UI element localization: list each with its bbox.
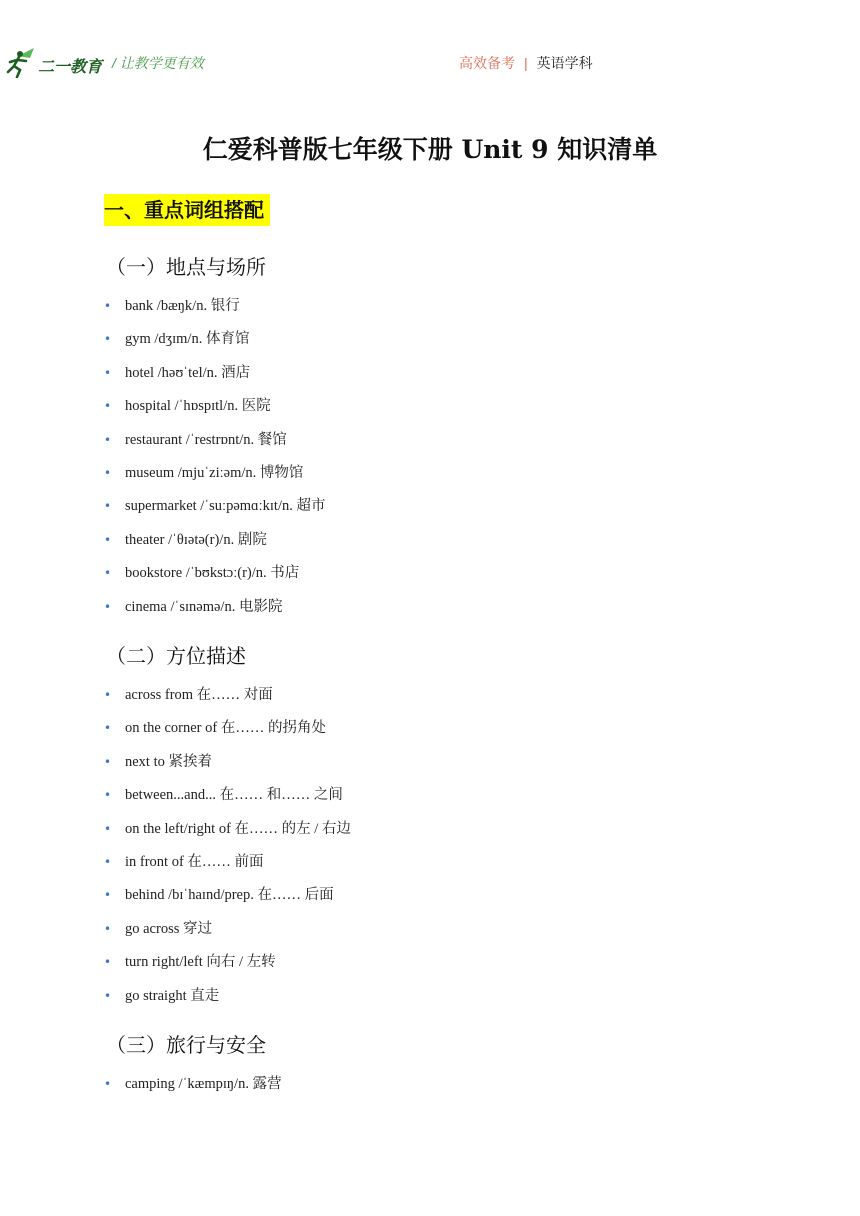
group-title-travel-safety: （三）旅行与安全: [106, 1033, 266, 1057]
list-item: [104, 685, 351, 718]
vocab-text: across from 在…… 对面: [125, 687, 273, 703]
bullet-icon: •: [104, 499, 112, 514]
list-item: [104, 430, 325, 463]
bullet-icon: •: [104, 465, 112, 480]
list-item: [104, 496, 325, 529]
vocab-text: museum /mjuˈziːəm/n. 博物馆: [125, 464, 304, 481]
vocab-text: hospital /ˈhɒspɪtl/n. 医院: [125, 398, 271, 415]
bullet-icon: •: [104, 566, 112, 581]
vocab-text: go straight 直走: [125, 987, 220, 1004]
bullet-icon: •: [104, 754, 112, 769]
vocab-text: hotel /həʊˈtel/n. 酒店: [125, 364, 251, 381]
page-header: [0, 0, 860, 90]
page-title: 仁爱科普版七年级下册 Unit 9 知识清单: [202, 135, 658, 164]
vocab-text: between...and... 在…… 和…… 之间: [125, 787, 343, 804]
bullet-icon: •: [104, 399, 112, 414]
vocab-text: camping /ˈkæmpɪŋ/n. 露营: [125, 1076, 282, 1092]
vocab-text: behind /bɪˈhaɪnd/prep. 在…… 后面: [125, 887, 334, 904]
list-item: [104, 1074, 282, 1107]
vocab-text: turn right/left 向右 / 左转: [125, 954, 276, 971]
list-item: [104, 952, 351, 985]
list-item: [104, 530, 325, 563]
vocab-text: theater /ˈθɪətə(r)/n. 剧院: [125, 531, 267, 548]
logo-text: 二一教育: [38, 57, 103, 76]
bullet-icon: •: [104, 332, 112, 347]
bullet-icon: •: [104, 821, 112, 836]
bullet-icon: •: [104, 988, 112, 1003]
list-item: [104, 296, 325, 329]
tag-exam-prep: 高效备考: [459, 55, 515, 71]
bullet-icon: •: [104, 921, 112, 936]
bullet-icon: •: [104, 432, 112, 447]
list-item: [104, 852, 351, 885]
list-item: [104, 329, 325, 362]
tag-subject: 英语学科: [536, 55, 593, 71]
bullet-icon: •: [104, 854, 112, 869]
bullet-icon: •: [104, 688, 112, 702]
vocab-text: bookstore /ˈbʊkstɔː(r)/n. 书店: [125, 565, 300, 582]
bullet-icon: •: [104, 299, 112, 313]
vocab-text: gym /dʒɪm/n. 体育馆: [125, 331, 250, 348]
bullet-icon: •: [104, 888, 112, 903]
list-item: [104, 919, 351, 952]
list-item: [104, 563, 325, 596]
bullet-icon: •: [104, 788, 112, 803]
bullet-icon: •: [104, 532, 112, 547]
vocab-list-travel-safety: [104, 1074, 282, 1107]
vocab-text: on the left/right of 在…… 的左 / 右边: [125, 820, 351, 837]
vocab-text: bank /bæŋk/n. 银行: [125, 298, 240, 314]
list-item: [104, 597, 325, 630]
list-item: [104, 986, 351, 1019]
group-title-places: （一）地点与场所: [106, 255, 266, 279]
header-tags: [459, 53, 593, 73]
list-item: [104, 819, 351, 852]
list-item: [104, 718, 351, 751]
bullet-icon: •: [104, 599, 112, 614]
bullet-icon: •: [104, 1077, 112, 1091]
vocab-text: next to 紧挨着: [125, 753, 212, 770]
bullet-icon: •: [104, 721, 112, 736]
bullet-icon: •: [104, 955, 112, 970]
vocab-text: restaurant /ˈrestrɒnt/n. 餐馆: [125, 431, 287, 448]
section-heading: 一、重点词组搭配: [104, 194, 270, 226]
tag-separator: |: [524, 55, 528, 71]
list-item: [104, 463, 325, 496]
list-item: [104, 885, 351, 918]
bullet-icon: •: [104, 365, 112, 380]
group-title-directions: （二）方位描述: [106, 644, 246, 668]
list-item: [104, 396, 325, 429]
vocab-text: supermarket /ˈsuːpəmɑːkɪt/n. 超市: [125, 498, 326, 515]
logo: [4, 46, 108, 78]
vocab-text: in front of 在…… 前面: [125, 853, 264, 870]
vocab-text: on the corner of 在…… 的拐角处: [125, 720, 326, 737]
list-item: [104, 785, 351, 818]
list-item: [104, 752, 351, 785]
list-item: [104, 363, 325, 396]
runner-logo-icon: [4, 46, 108, 78]
vocab-list-places: [104, 296, 325, 630]
slogan: / 让教学更有效: [112, 55, 204, 71]
vocab-text: cinema /ˈsɪnəmə/n. 电影院: [125, 598, 283, 615]
vocab-list-directions: [104, 685, 351, 1019]
vocab-text: go across 穿过: [125, 920, 212, 937]
